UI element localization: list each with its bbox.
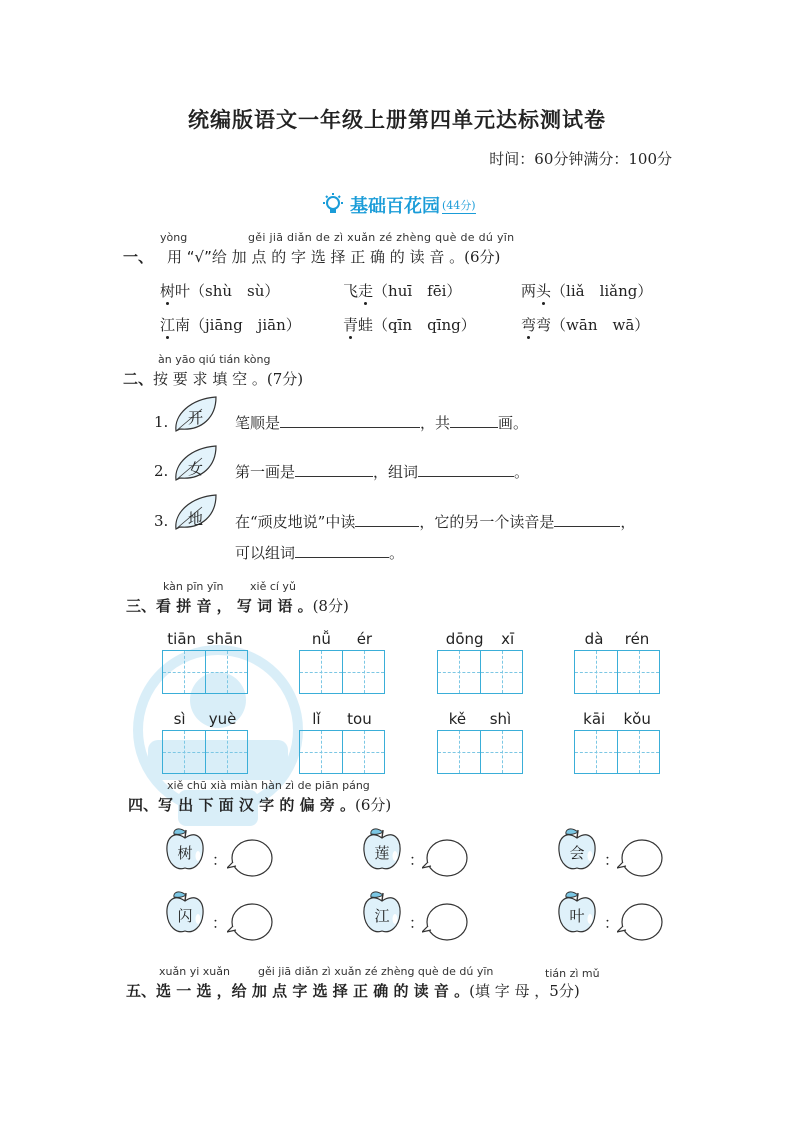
q1-score: (6分) (464, 248, 501, 266)
writing-grid[interactable] (299, 730, 385, 774)
q2-line-3b: 可以组词 。 (235, 544, 405, 562)
q1-item: 飞走（huī fēi） (343, 282, 462, 300)
item-number: 2. (154, 462, 169, 480)
q5-heading: 五、选 一 选 ，给 加 点 字 选 择 正 确 的 读 音 。(填 字 母 ，5分) (126, 982, 580, 1000)
q1-pinyin-2: gěi jiā diǎn de zì xuǎn zé zhèng què de dú yīn (248, 231, 515, 244)
q4-text: 写 出 下 面 汉 字 的 偏 旁 。 (158, 796, 356, 814)
pinyin-word: lǐ tou (312, 710, 372, 728)
q1-heading (123, 246, 500, 267)
q5-text: 选 一 选 ，给 加 点 字 选 择 正 确 的 读 音 。 (156, 982, 470, 1000)
writing-grid[interactable] (437, 730, 523, 774)
colon: ： (604, 914, 620, 932)
q5-pinyin-3: tián zì mǔ (545, 967, 600, 980)
writing-grid[interactable] (162, 650, 248, 694)
apple-icon: 叶 (556, 887, 598, 935)
colon: ： (604, 851, 620, 869)
apple-icon: 树 (164, 824, 206, 872)
pinyin-word: dōng xī (445, 630, 515, 648)
time-info: 时间：60分钟满分：100分 (489, 150, 672, 168)
pinyin-word: kāi kǒu (583, 710, 651, 728)
q3-text: 看 拼 音 ， 写 词 语 。 (156, 597, 313, 615)
colon: ： (212, 851, 228, 869)
answer-blank[interactable] (450, 413, 498, 428)
section-banner (320, 192, 476, 218)
lightbulb-icon (320, 192, 346, 218)
q5-pinyin-1: xuǎn yi xuǎn (159, 965, 230, 978)
q2-heading: 二、按 要 求 填 空 。(7分) (123, 370, 304, 388)
pinyin-word: kě shì (448, 710, 512, 728)
q2-text: 按 要 求 填 空 。 (153, 370, 267, 388)
q2-line-3: 在“顽皮地说”中读 ，它的另一个读音是 ， (235, 513, 636, 531)
writing-grid[interactable] (299, 650, 385, 694)
answer-blank[interactable] (554, 512, 620, 527)
apple-icon: 会 (556, 824, 598, 872)
writing-grid[interactable] (574, 730, 660, 774)
writing-grid[interactable] (437, 650, 523, 694)
q1-item: 青蛙（qīn qīng） (343, 316, 476, 334)
q5-pinyin-2: gěi jiā diǎn zì xuǎn zé zhèng què de dú yīn (258, 965, 494, 978)
q3-pinyin-2: xiě cí yǔ (250, 580, 296, 593)
apple-icon: 莲 (361, 824, 403, 872)
q1-text: 用 “√”给 加 点 的 字 选 择 正 确 的 读 音 。 (167, 248, 465, 266)
answer-blank[interactable] (295, 543, 389, 558)
item-number: 3. (154, 512, 169, 530)
colon: ： (212, 914, 228, 932)
q1-number: 一、 (123, 248, 154, 266)
page-title: 统编版语文一年级上册第四单元达标测试卷 (188, 107, 606, 132)
answer-blank[interactable] (295, 462, 373, 477)
leaf-char: 地 (188, 510, 204, 528)
apple-icon: 闪 (164, 887, 206, 935)
answer-bubble[interactable] (227, 902, 273, 942)
q1-item: 江南（jiāng jiān） (160, 316, 301, 334)
pinyin-word: sì yuè (173, 710, 237, 728)
q1-item: 树叶（shù sù） (160, 282, 280, 300)
q2-line-2: 第一画是 ，组词 。 (235, 463, 530, 481)
answer-bubble[interactable] (227, 838, 273, 878)
q4-pinyin: xiě chū xià miàn hàn zì de piān páng (167, 779, 370, 792)
q3-heading: 三、看 拼 音 ， 写 词 语 。(8分) (126, 597, 349, 615)
pinyin-word: dà rén (584, 630, 650, 648)
answer-bubble[interactable] (617, 838, 663, 878)
q2-line-1: 笔顺是 ，共 画。 (235, 414, 529, 432)
answer-bubble[interactable] (422, 902, 468, 942)
q4-heading: 四、写 出 下 面 汉 字 的 偏 旁 。(6分) (128, 796, 392, 814)
pinyin-word: tiān shān (167, 630, 243, 648)
colon: ： (409, 851, 425, 869)
answer-blank[interactable] (418, 462, 514, 477)
apple-icon: 江 (361, 887, 403, 935)
q2-pinyin: àn yāo qiú tián kòng (158, 353, 271, 366)
q1-pinyin-1: yòng (160, 231, 188, 244)
item-number: 1. (154, 413, 169, 431)
writing-grid[interactable] (574, 650, 660, 694)
banner-label: 基础百花园 (350, 196, 440, 217)
answer-blank[interactable] (355, 512, 419, 527)
pinyin-word: nǚ ér (311, 630, 373, 648)
q3-pinyin-1: kàn pīn yīn (163, 580, 224, 593)
answer-bubble[interactable] (617, 902, 663, 942)
banner-score: (44分) (442, 198, 476, 212)
q1-item: 弯弯（wān wā） (521, 316, 650, 334)
q1-item: 两头（liǎ liǎng） (521, 282, 653, 300)
leaf-char: 开 (188, 409, 204, 427)
leaf-char: 女 (188, 460, 204, 478)
answer-blank[interactable] (280, 413, 420, 428)
writing-grid[interactable] (162, 730, 248, 774)
answer-bubble[interactable] (422, 838, 468, 878)
colon: ： (409, 914, 425, 932)
